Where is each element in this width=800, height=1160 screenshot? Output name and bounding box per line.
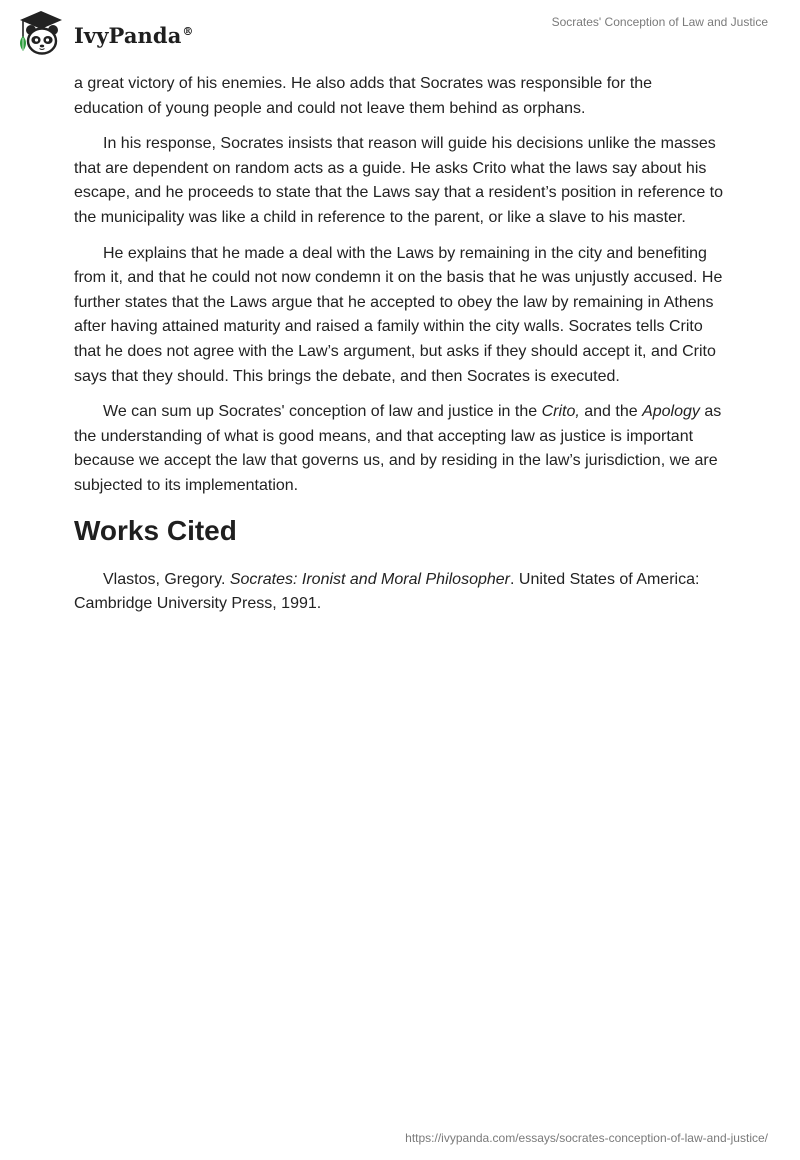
citation-title: Socrates: Ironist and Moral Philosopher <box>229 570 510 588</box>
footer-source-url[interactable]: https://ivypanda.com/essays/socrates-conception-of-law-and-justice/ <box>405 1131 768 1145</box>
paragraph-4-text-a: We can sum up Socrates' conception of law and justice in the <box>103 403 542 421</box>
paragraph-2: In his response, Socrates insists that reason will guide his decisions unlike the masses that are dependent on random acts as a guide. He asks Crito what the laws say about his escape, and he proceeds to state that the Laws say that a resident’s position in reference to the municipality was like a child in reference to the parent, or like a slave to his master. <box>74 135 723 226</box>
crito-title: Crito, <box>541 403 580 421</box>
brand-name: IvyPanda® <box>74 22 194 48</box>
apology-title: Apology <box>642 403 700 421</box>
document-title: Socrates' Conception of Law and Justice <box>551 15 768 29</box>
registered-mark: ® <box>182 24 194 38</box>
citation-entry <box>74 568 724 617</box>
paragraph-4 <box>74 400 724 498</box>
brand-logo[interactable] <box>14 9 194 59</box>
citation-publisher: . United States of America: Cambridge University Press, 1991. <box>74 570 700 613</box>
ivypanda-logo-icon <box>14 9 68 59</box>
paragraph-1: a great victory of his enemies. He also adds that Socrates was responsible for the education of young people and could not leave them behind as orphans. <box>74 75 653 117</box>
page-header <box>0 0 800 66</box>
essay-body <box>74 72 724 628</box>
paragraph-4-text-c: and the <box>579 403 643 421</box>
works-cited-heading: Works Cited <box>74 514 237 546</box>
citation-author: Vlastos, Gregory. <box>103 570 230 588</box>
paragraph-3: He explains that he made a deal with the Laws by remaining in the city and benefiting from it, and that he could not now condemn it on the basis that he was unjustly accused. He further states that the Laws argue that he accepted to obey the law by remaining in Athens after having attained maturity and raised a family within the city walls. Socrates tells Crito that he does not agree with the Law’s argument, but asks if they should accept it, and Crito says that they should. This brings the debate, and then Socrates is executed. <box>74 244 723 385</box>
paragraph-4-text-e: as the understanding of what is good means, and that accepting law as justice is important because we accept the law that governs us, and by residing in the law’s jurisdiction, we are subjected to its implementation. <box>74 403 722 494</box>
